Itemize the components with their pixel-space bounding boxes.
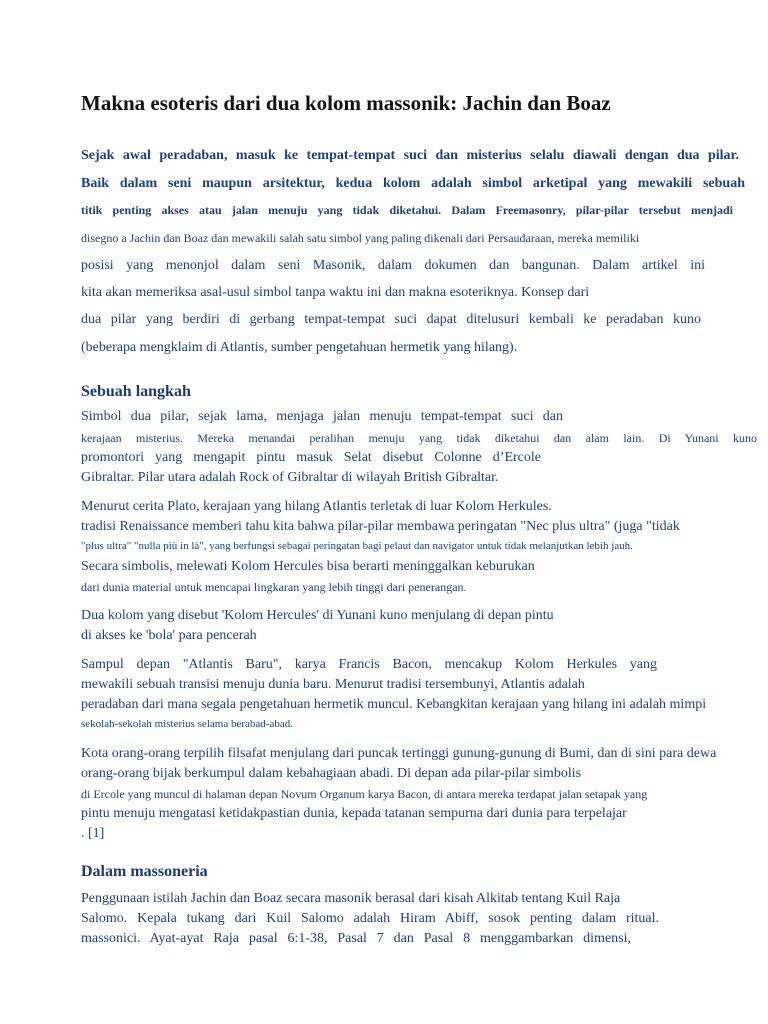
paragraph-line: Menurut cerita Plato, kerajaan yang hilang Atlantis terletak di luar Kolom Herkules. — [81, 499, 552, 514]
intro-line: disegno a Jachin dan Boaz dan mewakili salah satu simbol yang paling dikenali dari Persaudaraan, mereka memiliki — [81, 231, 640, 245]
paragraph-line: Dua kolom yang disebut 'Kolom Hercules' di Yunani kuno menjulang di depan pintu — [81, 608, 554, 623]
paragraph-line: mewakili sebuah transisi menuju dunia baru. Menurut tradisi tersembunyi, Atlantis adalah — [81, 677, 585, 692]
intro-line: titik penting akses atau jalan menuju yang tidak diketahui. Dalam Freemasonry, pilar-pilar tersebut menjadi — [81, 203, 733, 217]
paragraph-line: sekolah-sekolah misterius selama berabad-abad. — [81, 718, 293, 730]
intro-line: posisi yang menonjol dalam seni Masonik, dalam dokumen dan bangunan. Dalam artikel ini — [81, 258, 705, 273]
paragraph-line: Simbol dua pilar, sejak lama, menjaga jalan menuju tempat-tempat suci dan — [81, 409, 563, 424]
paragraph-line: Salomo. Kepala tukang dari Kuil Salomo adalah Hiram Abiff, sosok penting dalam ritual. — [81, 911, 659, 926]
paragraph-line: Gibraltar. Pilar utara adalah Rock of Gibraltar di wilayah British Gibraltar. — [81, 470, 499, 485]
intro-line: dua pilar yang berdiri di gerbang tempat-tempat suci dapat ditelusuri kembali ke peradaban kuno — [81, 312, 701, 327]
paragraph-line: promontori yang mengapit pintu masuk Selat disebut Colonne d’Ercole — [81, 450, 541, 465]
paragraph-line: di akses ke 'bola' para pencerah — [81, 628, 257, 643]
footnote-reference: . [1] — [81, 826, 105, 841]
paragraph-line: massonici. Ayat-ayat Raja pasal 6:1-38, Pasal 7 dan Pasal 8 menggambarkan dimensi, — [81, 931, 631, 946]
paragraph-line: di Ercole yang muncul di halaman depan Novum Organum karya Bacon, di antara mereka terdapat jalan setapak yang — [81, 787, 648, 801]
document-title: Makna esoteris dari dua kolom massonik: Jachin dan Boaz — [81, 91, 611, 115]
intro-line: (beberapa mengklaim di Atlantis, sumber pengetahuan hermetik yang hilang). — [81, 340, 518, 355]
paragraph-line: Kota orang-orang terpilih filsafat menjulang dari puncak tertinggi gunung-gunung di Bumi, dan di sini para dewa — [81, 746, 717, 761]
paragraph-line: "plus ultra" "nulla più in là", yang berfungsi sebagai peringatan bagi pelaut dan navigator untuk tidak melanjutkan lebih jauh. — [81, 540, 633, 552]
paragraph-line: orang-orang bijak berkumpul dalam kebahagiaan abadi. Di depan ada pilar-pilar simbolis — [81, 766, 582, 781]
section-heading: Sebuah langkah — [81, 383, 191, 400]
paragraph-line: Penggunaan istilah Jachin dan Boaz secara masonik berasal dari kisah Alkitab tentang Kuil Raja — [81, 891, 621, 906]
intro-line: Baik dalam seni maupun arsitektur, kedua kolom adalah simbol arketipal yang mewakili sebuah — [81, 176, 745, 191]
intro-line: kita akan memeriksa asal-usul simbol tanpa waktu ini dan makna esoteriknya. Konsep dari — [81, 285, 590, 300]
intro-line: Sejak awal peradaban, masuk ke tempat-tempat suci dan misterius selalu diawali dengan dua pilar. — [81, 148, 739, 163]
paragraph-line: dari dunia material untuk mencapai lingkaran yang lebih tinggi dari penerangan. — [81, 580, 467, 594]
paragraph-line: tradisi Renaissance memberi tahu kita bahwa pilar-pilar membawa peringatan "Nec plus ultra" (juga "tidak — [81, 519, 680, 534]
section-heading: Dalam massoneria — [81, 863, 208, 880]
paragraph-line: peradaban dari mana segala pengetahuan hermetik muncul. Kebangkitan kerajaan yang hilang ini adalah mimpi — [81, 697, 707, 712]
paragraph-line: kerajaan misterius. Mereka menandai peralihan menuju yang tidak diketahui dan alam lain. Di Yunani kuno — [81, 431, 757, 445]
paragraph-line: Secara simbolis, melewati Kolom Hercules bisa berarti meninggalkan keburukan — [81, 559, 535, 574]
paragraph-line: pintu menuju mengatasi ketidakpastian dunia, kepada tatanan sempurna dari dunia para terpelajar — [81, 806, 627, 821]
paragraph-line: Sampul depan "Atlantis Baru", karya Francis Bacon, mencakup Kolom Herkules yang — [81, 657, 657, 672]
